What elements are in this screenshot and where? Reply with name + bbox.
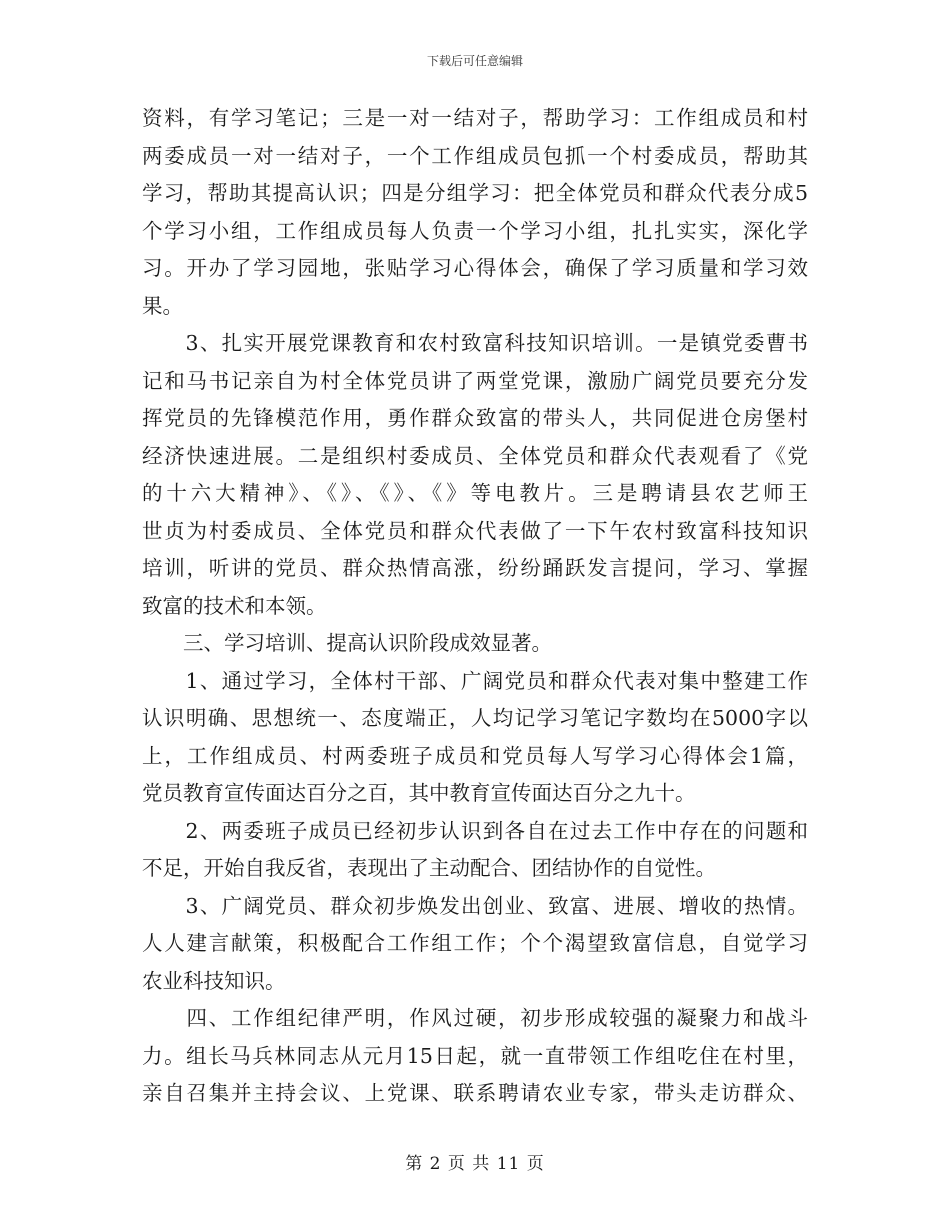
text-line: 农业科技知识。 — [142, 968, 286, 993]
text-line: 党员教育宣传面达百分之百，其中教育宣传面达百分之九十。 — [142, 781, 696, 805]
text-line: 致富的技术和本领。 — [142, 593, 327, 618]
text-line: 个学习小组，工作组成员每人负责一个学习小组，扎扎实实，深化学 — [142, 218, 808, 243]
text-line: 习。开办了学习园地，张贴学习心得体会，确保了学习质量和学习效 — [142, 256, 808, 280]
page-header: 下载后可任意编辑 — [426, 54, 523, 68]
text-line: 认识明确、思想统一、态度端正，人均记学习笔记字数均在5000字以 — [142, 706, 808, 730]
paragraph — [142, 888, 808, 1001]
text-line: 挥党员的先锋模范作用，勇作群众致富的带头人，共同促进仓房堡村 — [142, 406, 808, 430]
text-line: 经济快速进展。二是组织村委成员、全体党员和群众代表观看了《党 — [142, 443, 808, 468]
text-line: 四、工作组纪律严明，作风过硬，初步形成较强的凝聚力和战斗 — [142, 1006, 808, 1030]
text-line: 亲自召集并主持会议、上党课、联系聘请农业专家，带头走访群众、 — [142, 1081, 808, 1105]
paragraph — [142, 325, 808, 625]
paragraph — [142, 813, 808, 888]
document-body — [142, 100, 808, 1113]
text-line: 三、学习培训、提高认识阶段成效显著。 — [142, 631, 552, 655]
text-line: 两委成员一对一结对子，一个工作组成员包抓一个村委成员，帮助其 — [142, 143, 808, 168]
text-line: 2、两委班子成员已经初步认识到各自在过去工作中存在的问题和 — [142, 818, 808, 843]
text-line: 力。组长马兵林同志从元月15日起，就一直带领工作组吃住在村里， — [142, 1043, 808, 1068]
text-line: 学习，帮助其提高认识；四是分组学习：把全体党员和群众代表分成5 — [142, 181, 808, 205]
text-line: 世贞为村委成员、全体党员和群众代表做了一下午农村致富科技知识 — [142, 518, 808, 543]
text-line: 果。 — [142, 293, 183, 318]
text-line: 培训，听讲的党员、群众热情高涨，纷纷踊跃发言提问，学习、掌握 — [142, 556, 808, 580]
paragraph — [142, 663, 808, 813]
text-line: 资料，有学习笔记；三是一对一结对子，帮助学习：工作组成员和村 — [142, 106, 808, 130]
paragraph — [142, 625, 808, 663]
text-line: 人人建言献策，积极配合工作组工作；个个渴望致富信息，自觉学习 — [142, 931, 808, 955]
page-footer: 第 2 页 共 11 页 — [405, 1154, 545, 1174]
text-line: 不足，开始自我反省，表现出了主动配合、团结协作的自觉性。 — [142, 856, 716, 880]
text-line: 上，工作组成员、村两委班子成员和党员每人写学习心得体会1篇， — [142, 743, 808, 768]
text-line: 3、广阔党员、群众初步焕发出创业、致富、进展、增收的热情。 — [142, 893, 808, 918]
text-line: 3、扎实开展党课教育和农村致富科技知识培训。一是镇党委曹书 — [142, 331, 808, 355]
text-line: 1、通过学习，全体村干部、广阔党员和群众代表对集中整建工作 — [142, 668, 808, 693]
paragraph — [142, 1000, 808, 1113]
paragraph — [142, 100, 808, 325]
text-line: 的十六大精神》、《》、《》、《》等电教片。三是聘请县农艺师王 — [142, 481, 808, 505]
text-line: 记和马书记亲自为村全体党员讲了两堂党课，激励广阔党员要充分发 — [142, 368, 808, 393]
